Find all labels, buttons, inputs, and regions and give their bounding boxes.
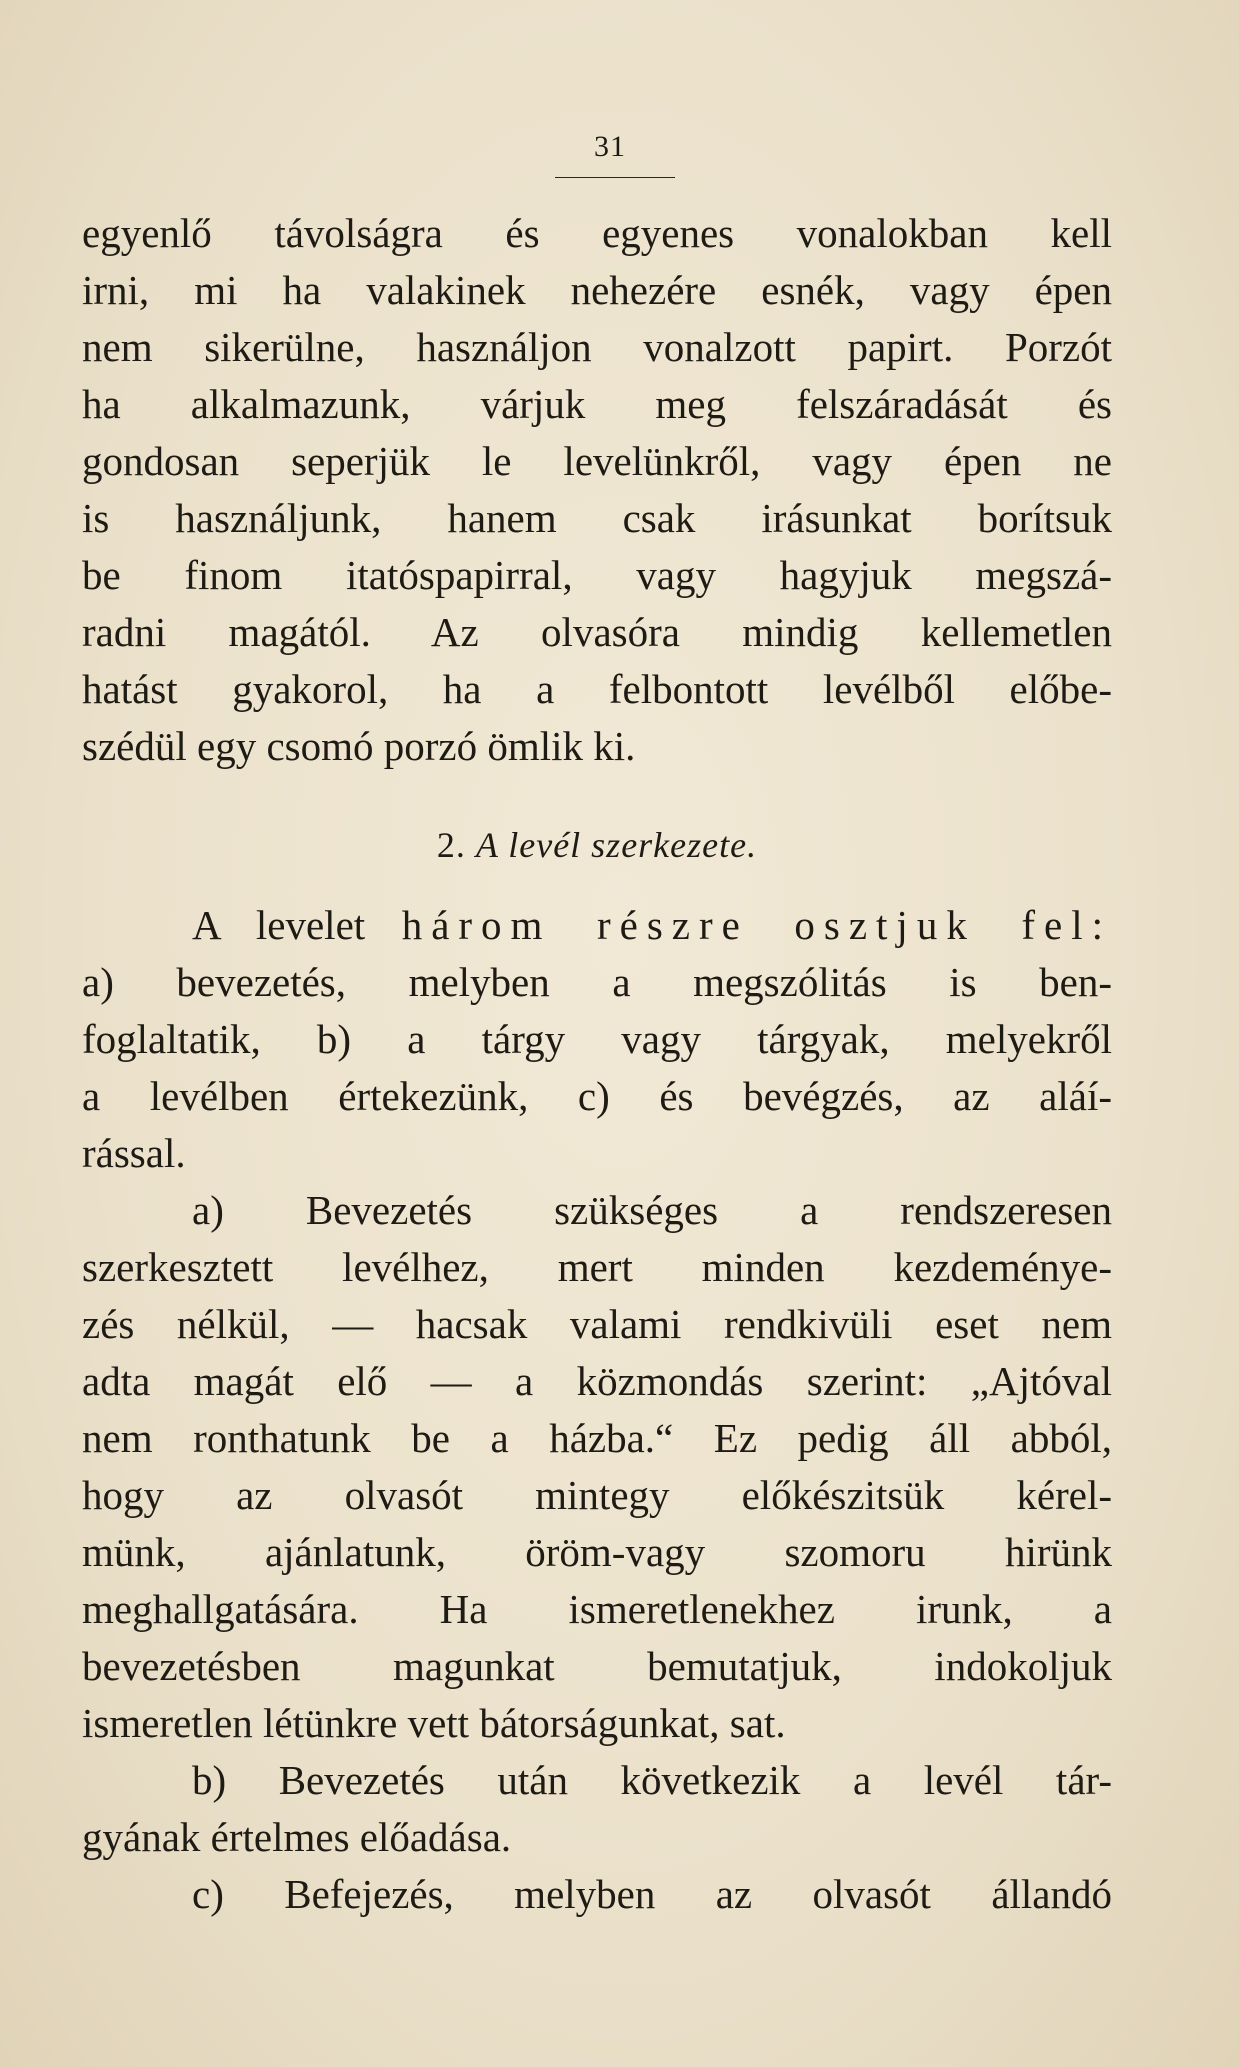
text-line: a) bevezetés, melyben a megszólitás is ben-: [82, 959, 1112, 1005]
page-number: 31: [594, 130, 626, 163]
text-line: be finom itatóspapirral, vagy hagyjuk megszá-: [82, 552, 1112, 598]
section-heading: [82, 815, 1112, 875]
text-line: nem sikerülne, használjon vonalzott papirt. Porzót: [82, 324, 1112, 370]
text-line: a levélben értekezünk, c) és bevégzés, az aláí-: [82, 1073, 1112, 1119]
section-number: 2.: [436, 825, 466, 865]
text-line: szédül egy csomó porzó ömlik ki.: [82, 723, 636, 769]
header-rule: [555, 177, 675, 178]
text-line: gyának értelmes előadása.: [82, 1814, 512, 1860]
text-line: is használjunk, hanem csak irásunkat borítsuk: [82, 495, 1112, 541]
text-line: a) Bevezetés szükséges a rendszeresen: [192, 1187, 1112, 1233]
text-line: zés nélkül, — hacsak valami rendkivüli eset nem: [82, 1301, 1112, 1347]
text-line: bevezetésben magunkat bemutatjuk, indokoljuk: [82, 1643, 1112, 1689]
text-line: adta magát elő — a közmondás szerint: „Ajtóval: [82, 1358, 1112, 1404]
text-line: c) Befejezés, melyben az olvasót állandó: [192, 1871, 1112, 1917]
text-line: gondosan seperjük le levelünkről, vagy épen ne: [82, 438, 1112, 484]
text-line: irni, mi ha valakinek nehezére esnék, vagy épen: [82, 267, 1112, 313]
text-line: münk, ajánlatunk, öröm-vagy szomoru hirünk: [82, 1529, 1112, 1575]
text-line: ismeretlen létünkre vett bátorságunkat, sat.: [82, 1700, 786, 1746]
text-line: b) Bevezetés után következik a levél tár-: [192, 1757, 1112, 1803]
text-line: rással.: [82, 1130, 186, 1176]
text-line: hogy az olvasót mintegy előkészitsük kérel-: [82, 1472, 1112, 1518]
text-line: szerkesztett levélhez, mert minden kezdeménye-: [82, 1244, 1112, 1290]
text-line: foglaltatik, b) a tárgy vagy tárgyak, melyekről: [82, 1016, 1112, 1062]
section-title: A levél szerkezete.: [475, 825, 758, 865]
text-fragment: A levelet: [192, 902, 366, 948]
text-line: radni magától. Az olvasóra mindig kellemetlen: [82, 609, 1112, 655]
body-text: [82, 205, 1112, 1923]
text-line: ha alkalmazunk, várjuk meg felszáradását és: [82, 381, 1112, 427]
text-line: [82, 897, 1112, 954]
text-line: meghallgatására. Ha ismeretlenekhez irunk, a: [82, 1586, 1112, 1632]
text-line: nem ronthatunk be a házba.“ Ez pedig áll abból,: [82, 1415, 1112, 1461]
text-line: hatást gyakorol, ha a felbontott levélből előbe-: [82, 666, 1112, 712]
spaced-text: három részre osztjuk fel:: [401, 902, 1112, 948]
text-line: egyenlő távolságra és egyenes vonalokban kell: [82, 210, 1112, 256]
